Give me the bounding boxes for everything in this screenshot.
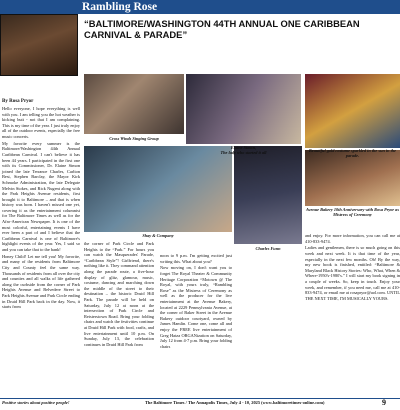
footer-publication: The Baltimore Times / The Annapolis Times, July 4 - 10, 2025 (www.baltimoretimes-online.com)	[145, 400, 325, 405]
page-number: 9	[382, 398, 386, 407]
caption-charles: Charles Funn	[255, 246, 281, 251]
page-banner	[0, 0, 400, 14]
caption-shay: Shay & Company	[142, 233, 174, 238]
footer-rule	[0, 398, 400, 399]
article-column-2	[84, 241, 154, 348]
photo-cross-winds-singing-group	[84, 74, 184, 134]
paragraph: My favorite every summer is the Baltimore/Washington 44th Annual Caribbean Carnival. I can't believe it has been 44 years. I participated in the first one with its Commissioner, Dr. Elaine Simon joined the late Terrance Charles, Carlton Best, Stephen Barclay, the Mayor Kirk Schmoke Administration, the late Delegate Melvin Stokes, and Rick Nugent along with the Park Heights Avenue residents, first brought it to Baltimore – and that is when history was born. I haven't missed one yet, covering it as the entertainment columnist for The Baltimore Times as well as for the Afro-American Newspaper. It is one of the most colorful, entertaining events I have ever been a part of and I believe that the Caribbean Carnival is one of Baltimore's highlight events of the year. Yes, I said so and you can take that to the bank!	[2, 140, 80, 253]
caption-avenue: Avenue Bakery 10th Anniversary with Rosa Pryor as Mistress of Ceremony	[306, 207, 399, 217]
section-title: Rambling Rose	[82, 1, 158, 13]
paragraph: Honey Child! Let me tell you! My favorite, and many of the residents from Baltimore City and County feel the same way. Thousands of residents from all over the city and counties and all walks of life gathered along the curbside from the corner of Park Heights Avenue and Belvedere Street to Park Heights Avenue and Park Circle ending in Druid Hill Park back in the day. Now, it starts from	[2, 253, 80, 310]
paragraph: and enjoy. For more information, you can call me at 410-833-9474.	[305, 233, 400, 244]
paragraph: noon to 9 p.m. I'm getting excited just writing this. What about you?	[160, 253, 232, 264]
caption-costume: Beautiful gold costume sparkled in the sun in the parade.	[308, 148, 397, 158]
photo-avenue-bakery	[305, 150, 400, 206]
caption-group: Cross Winds Singing Group	[109, 136, 159, 141]
headline: “BALTIMORE/WASHINGTON 44TH ANNUAL ONE CARIBBEAN CARNIVAL & PARADE”	[84, 18, 360, 40]
paragraph: Now moving on, I don't want you to forget The Royal Theater & Community Heritage Corporation “Motown @ The Royal, with yours truly, “Rambling Rose” as the Mistress of Ceremony as well as the producer for the live entertainment at the Avenue Bakery, located at 2229 Pennsylvania Avenue, at the corner of Baker Street in the Avenue Bakery outdoor courtyard, owned by James Hamlin. Come one, come all and enjoy the FREE live entertainment of Greg Hatza ORGANization on Saturday, July 12 from 4-7 p.m. Bring your folding chairs	[160, 265, 232, 349]
article-column-4	[305, 233, 400, 303]
photo-charles-funn	[234, 146, 302, 244]
photo-elaine-simon	[186, 74, 301, 144]
byline: By Rosa Pryor	[2, 99, 34, 104]
caption-elaine: Elaine Simon, The lady who started it all	[220, 145, 267, 155]
paragraph: Hello everyone, I hope everything is well with you. I am telling you the hot weather is kicking butt - not that I am complaining. This is my time of the year. I just truly enjoy all of the outdoor events, especially the free music concerts.	[2, 106, 80, 139]
paragraph: Ladies and gentlemen, there is so much going on this week and next week. It is that time of the year, especially in the next few months. Oh! By the way, my new book is finished, entitled: “Baltimore & Maryland Black History Stories: Who, What, When & Where-1950's-1980's.” I will start my book signing in a couple of weeks. So, keep in touch. Enjoy your week, and remember, if you need me, call me at 410-833-9474, or email me at rosapryor@aol.com. UNTIL THE NEXT TIME, I'M MUSICALLY YOURS.	[305, 245, 400, 301]
article-column-1	[2, 106, 80, 311]
photo-shay-and-company	[84, 146, 232, 232]
author-photo	[0, 14, 78, 76]
article-column-3	[160, 253, 232, 350]
paragraph: the corner of Park Circle and Park Heights to the “Park.” For hours you can watch the Masquerades' Parade, “Caribbean Style”! Girlfriend, there's nothing like it. They command attention along the parade route, a five-hour display of glitz, glamour, music, costume, dancing and marching down the middle of the street to their destination – the historic Druid Hill Park. The parade will be held on Saturday, July 12 at noon at the intersection of Park Circle and Reisterstown Road. Bring your folding chairs and watch the festivities continue at Druid Hill Park with food, crafts, and live entertainment until 10 p.m. On Sunday, July 13, the celebration continues in Druid Hill Park from	[84, 241, 154, 347]
footer-tagline: Positive stories about positive people!	[2, 400, 70, 405]
photo-gold-costume	[305, 74, 400, 148]
